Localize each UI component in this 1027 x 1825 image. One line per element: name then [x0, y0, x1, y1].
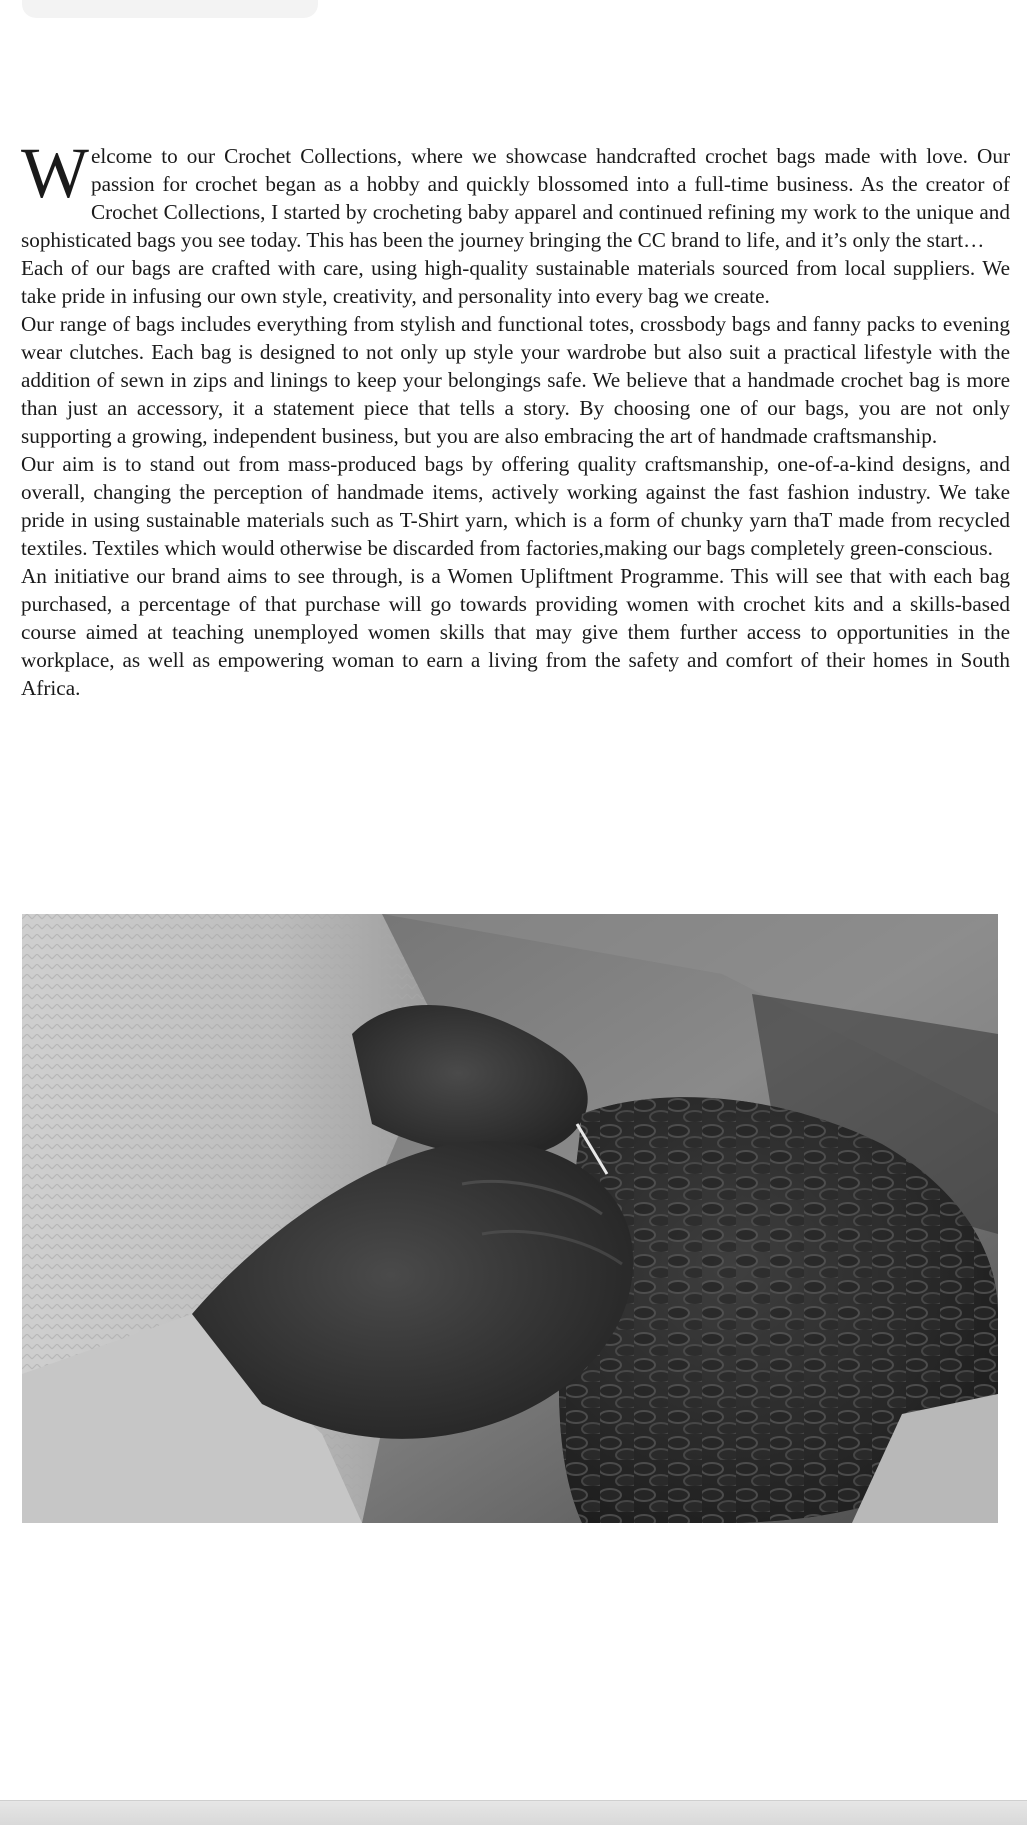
top-tab: [22, 0, 318, 18]
drop-cap: W: [21, 133, 89, 213]
paragraph-aim: Our aim is to stand out from mass-produced bags by offering quality craftsmanship, one-of-a-kind designs, and overall, changing the perception of handmade items, actively working against the fast fashion industry. We take pride in using sustainable materials such as T-Shirt yarn, which is a form of chunky yarn thaT made from recycled textiles. Textiles which would otherwise be discarded from factories,making our bags completely green-conscious.: [21, 452, 1010, 560]
intro-paragraph: [21, 133, 1010, 254]
crochet-photo: [22, 914, 998, 1523]
paragraph-range: Our range of bags includes everything from stylish and functional totes, crossbody bags and fanny packs to evening wear clutches. Each bag is designed to not only up style your wardrobe but also suit a practical lifestyle with the addition of sewn in zips and linings to keep your belongings safe. We believe that a handmade crochet bag is more than just an accessory, it a statement piece that tells a story. By choosing one of our bags, you are not only supporting a growing, independent business, but you are also embracing the art of handmade craftsmanship.: [21, 312, 1010, 448]
article-body: [21, 133, 1010, 702]
intro-text: elcome to our Crochet Collections, where we showcase handcrafted crochet bags made with love. Our passion for crochet began as a hobby and quickly blossomed into a full-time business. As the creator of Crochet Collections, I started by crocheting baby apparel and continued refining my work to the unique and sophisticated bags you see today. This has been the journey bringing the CC brand to life, and it’s only the start…: [21, 144, 1010, 252]
paragraph-materials: Each of our bags are crafted with care, using high-quality sustainable materials sourced from local suppliers. We take pride in infusing our own style, creativity, and personality into every bag we create.: [21, 256, 1010, 308]
crochet-photo-image: [22, 914, 998, 1523]
bottom-bar: [0, 1800, 1027, 1825]
paragraph-initiative: An initiative our brand aims to see through, is a Women Upliftment Programme. This will see that with each bag purchased, a percentage of that purchase will go towards providing women with crochet kits and a skills-based course aimed at teaching unemployed women skills that may give them further access to opportunities in the workplace, as well as empowering woman to earn a living from the safety and comfort of their homes in South Africa.: [21, 564, 1010, 700]
